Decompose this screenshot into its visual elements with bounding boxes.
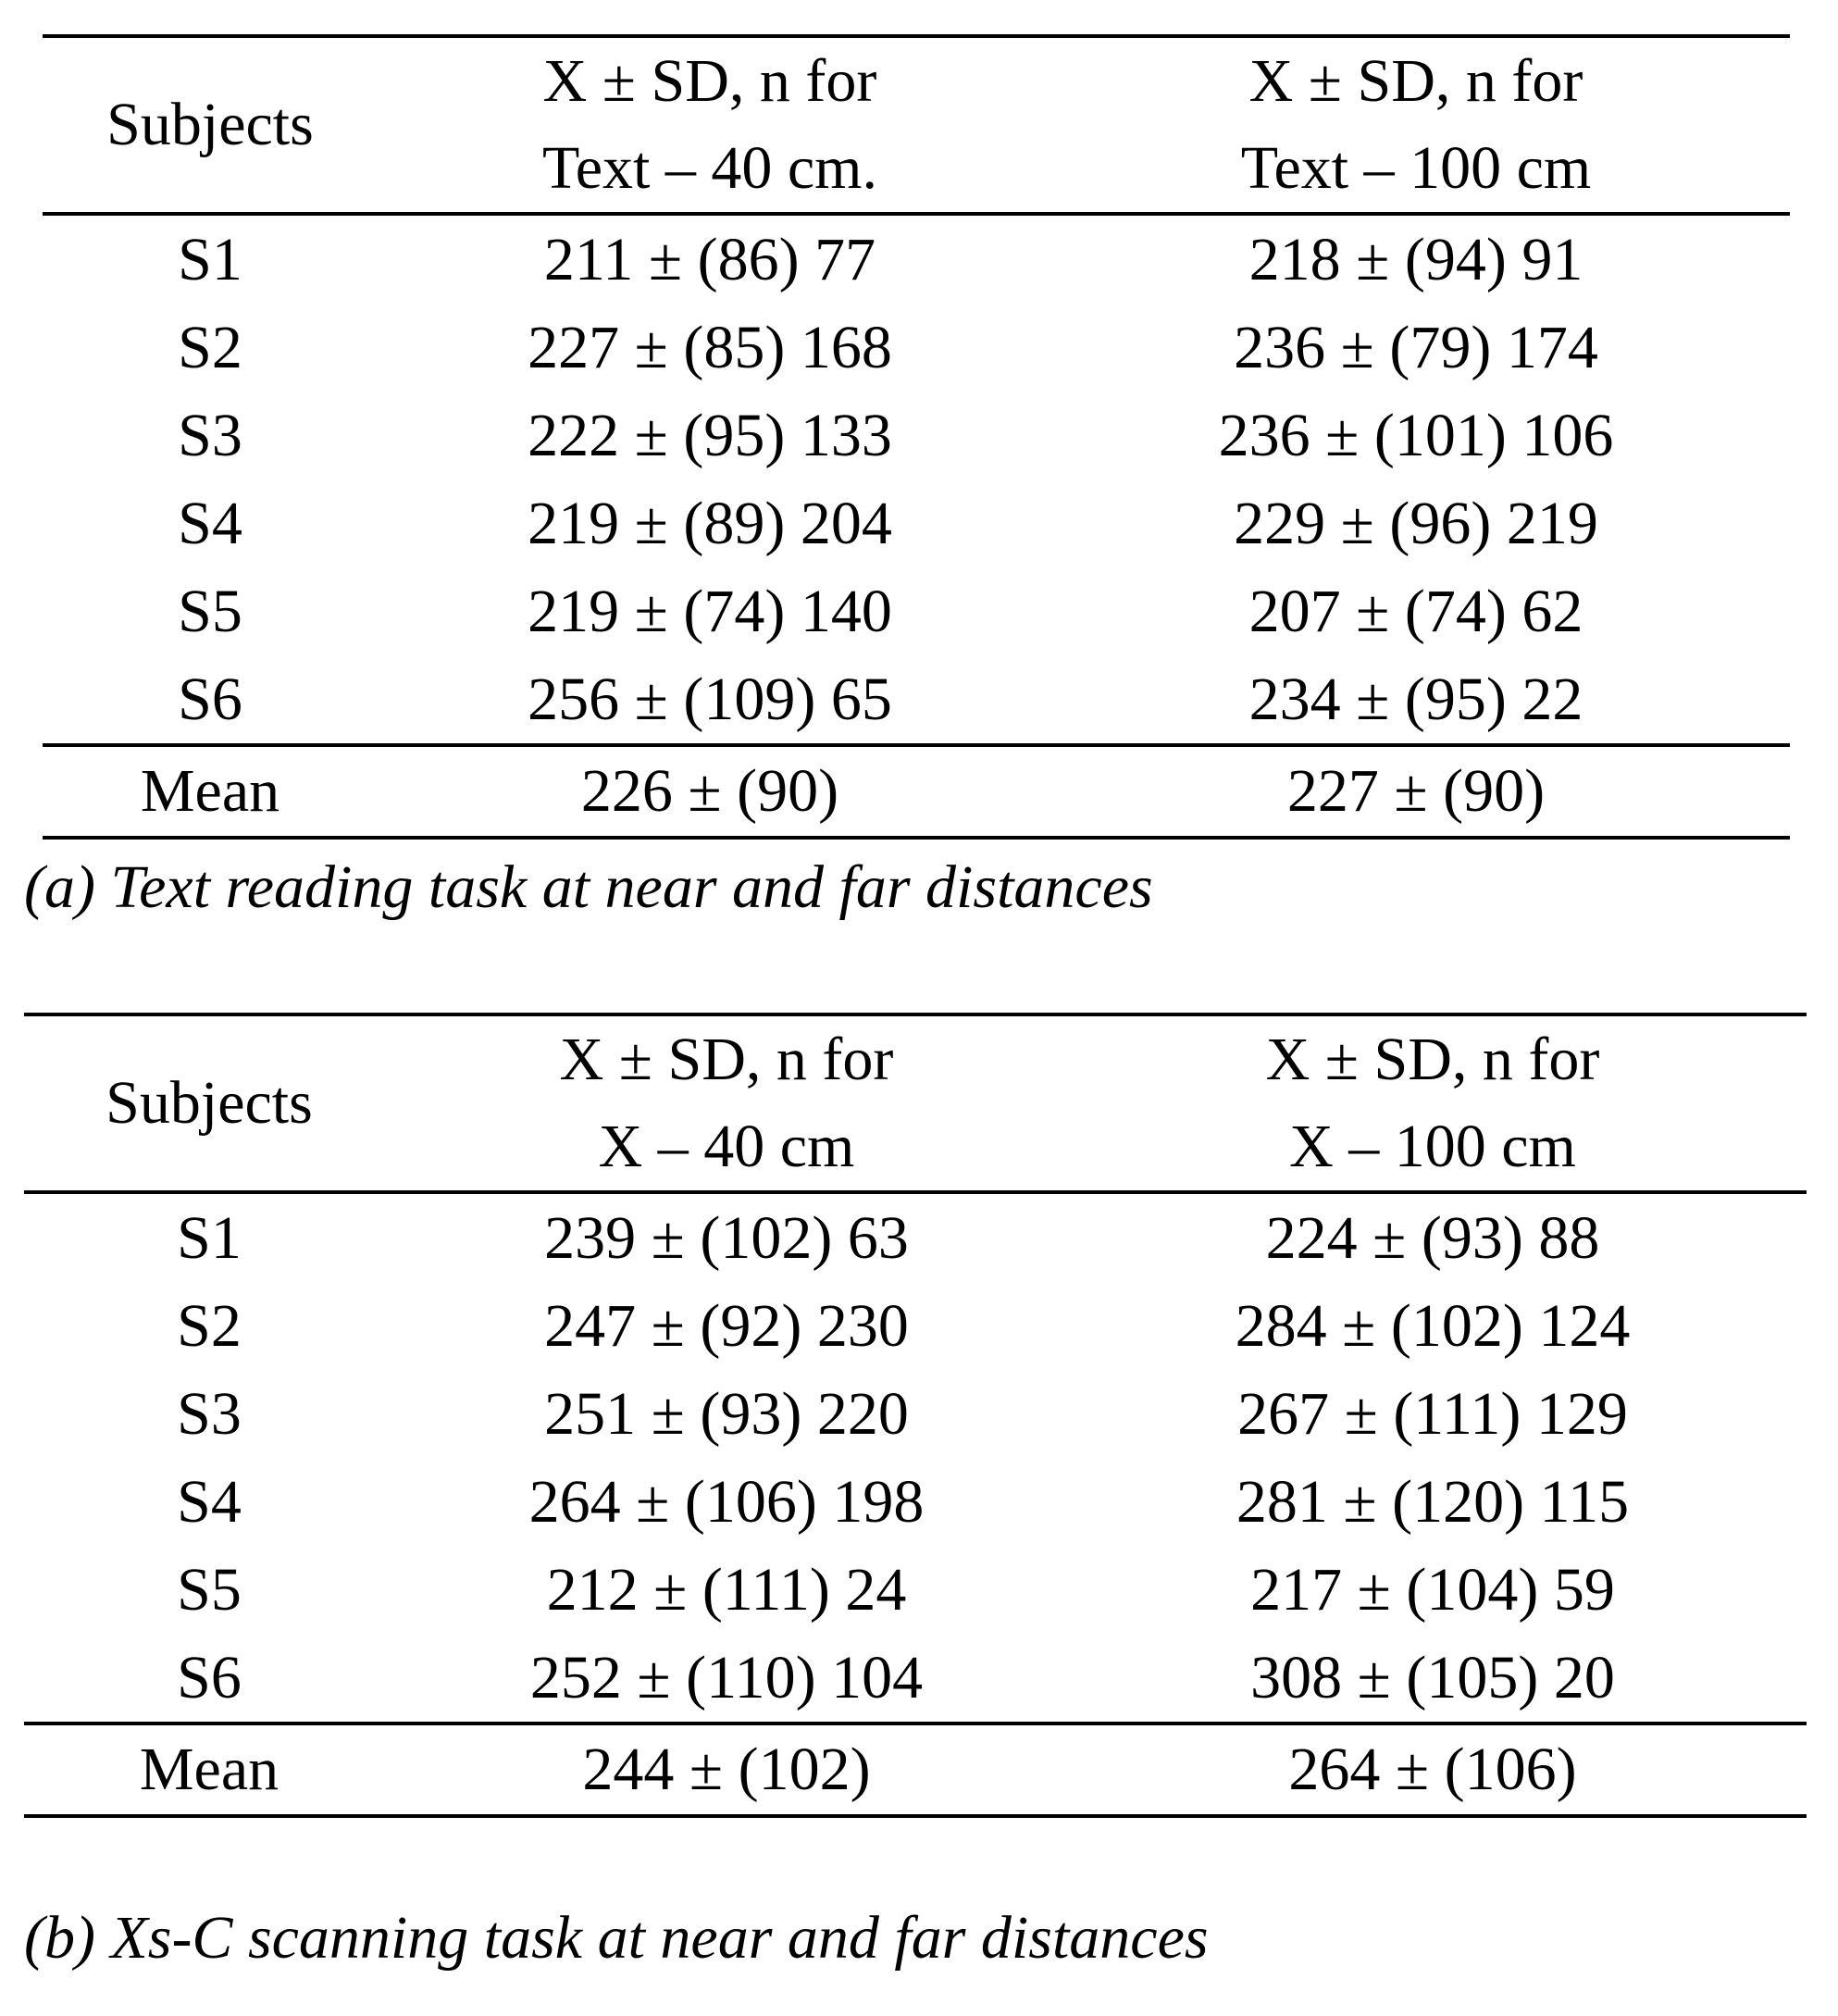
table-b-caption: (b) Xs-C scanning task at near and far distances [24,1904,1209,1972]
header-far [1042,36,1790,214]
near-cell: 264 ± (106) 198 [528,1467,925,1536]
subject-cell: S2 [177,1291,242,1360]
header-near-line2: Text – 40 cm. [542,134,877,202]
table-row [24,1370,1807,1458]
near-cell: 212 ± (111) 24 [546,1555,907,1624]
far-cell: 234 ± (95) 22 [1248,665,1583,733]
far-cell: 236 ± (101) 106 [1218,401,1614,469]
subject-cell: S5 [178,577,242,645]
xs-c-scanning-table [24,1013,1807,1818]
near-cell: 219 ± (74) 140 [528,577,892,645]
near-cell: 239 ± (102) 63 [544,1203,909,1272]
header-row [43,36,1790,214]
subject-cell: S1 [177,1203,242,1272]
subject-cell: S2 [178,313,242,381]
header-near-line2: X – 40 cm [598,1113,855,1180]
far-cell: 284 ± (102) 124 [1235,1291,1631,1360]
far-cell: 281 ± (120) 115 [1236,1467,1630,1536]
far-cell: 236 ± (79) 174 [1234,313,1598,381]
mean-near: 244 ± (102) [582,1736,871,1803]
mean-row [43,745,1790,838]
table-row [24,1546,1807,1634]
subject-cell: S3 [178,401,242,469]
table-row [24,1458,1807,1546]
header-far-line1: X ± SD, n for [1248,47,1583,115]
header-near-line1: X ± SD, n for [559,1026,894,1093]
header-far-line1: X ± SD, n for [1265,1026,1600,1093]
far-cell: 229 ± (96) 219 [1234,489,1598,557]
near-cell: 247 ± (92) 230 [544,1291,909,1360]
mean-label: Mean [140,757,280,825]
near-cell: 252 ± (110) 104 [529,1643,924,1711]
far-cell: 224 ± (93) 88 [1265,1203,1600,1272]
near-cell: 219 ± (89) 204 [528,489,892,557]
header-subjects: Subjects [106,1069,313,1137]
subject-cell: S6 [178,665,242,733]
table-row [43,567,1790,655]
mean-row [24,1724,1807,1816]
header-row [24,1014,1807,1192]
far-cell: 207 ± (74) 62 [1248,577,1583,645]
near-cell: 222 ± (95) 133 [528,401,892,469]
far-cell: 217 ± (104) 59 [1250,1555,1615,1624]
near-cell: 256 ± (109) 65 [528,665,892,733]
table-row [43,479,1790,567]
mean-label: Mean [139,1736,279,1803]
mean-near: 226 ± (90) [580,757,839,825]
header-near [394,1014,1059,1192]
subject-cell: S4 [178,489,242,557]
table-row [24,1282,1807,1370]
mean-far: 227 ± (90) [1286,757,1546,825]
subject-cell: S1 [178,225,242,293]
table-row [43,214,1790,304]
header-subjects: Subjects [106,91,314,158]
header-near [378,36,1042,214]
near-cell: 251 ± (93) 220 [544,1379,909,1448]
subject-cell: S4 [177,1467,242,1536]
subject-cell: S6 [177,1643,242,1711]
far-cell: 218 ± (94) 91 [1248,225,1583,293]
table-a-caption: (a) Text reading task at near and far distances [24,853,1153,921]
subject-cell: S5 [177,1555,242,1624]
far-cell: 308 ± (105) 20 [1250,1643,1615,1711]
table-row [43,304,1790,392]
text-reading-table [43,34,1790,840]
header-far [1059,1014,1807,1192]
header-far-line2: X – 100 cm [1289,1113,1576,1180]
near-cell: 211 ± (86) 77 [543,225,876,293]
table-row [24,1192,1807,1282]
table-row [24,1634,1807,1724]
table-row [43,655,1790,745]
near-cell: 227 ± (85) 168 [528,313,892,381]
table-row [43,392,1790,479]
mean-far: 264 ± (106) [1288,1736,1577,1803]
header-near-line1: X ± SD, n for [542,47,877,115]
subject-cell: S3 [177,1379,242,1448]
header-far-line2: Text – 100 cm [1240,134,1592,202]
far-cell: 267 ± (111) 129 [1237,1379,1628,1448]
